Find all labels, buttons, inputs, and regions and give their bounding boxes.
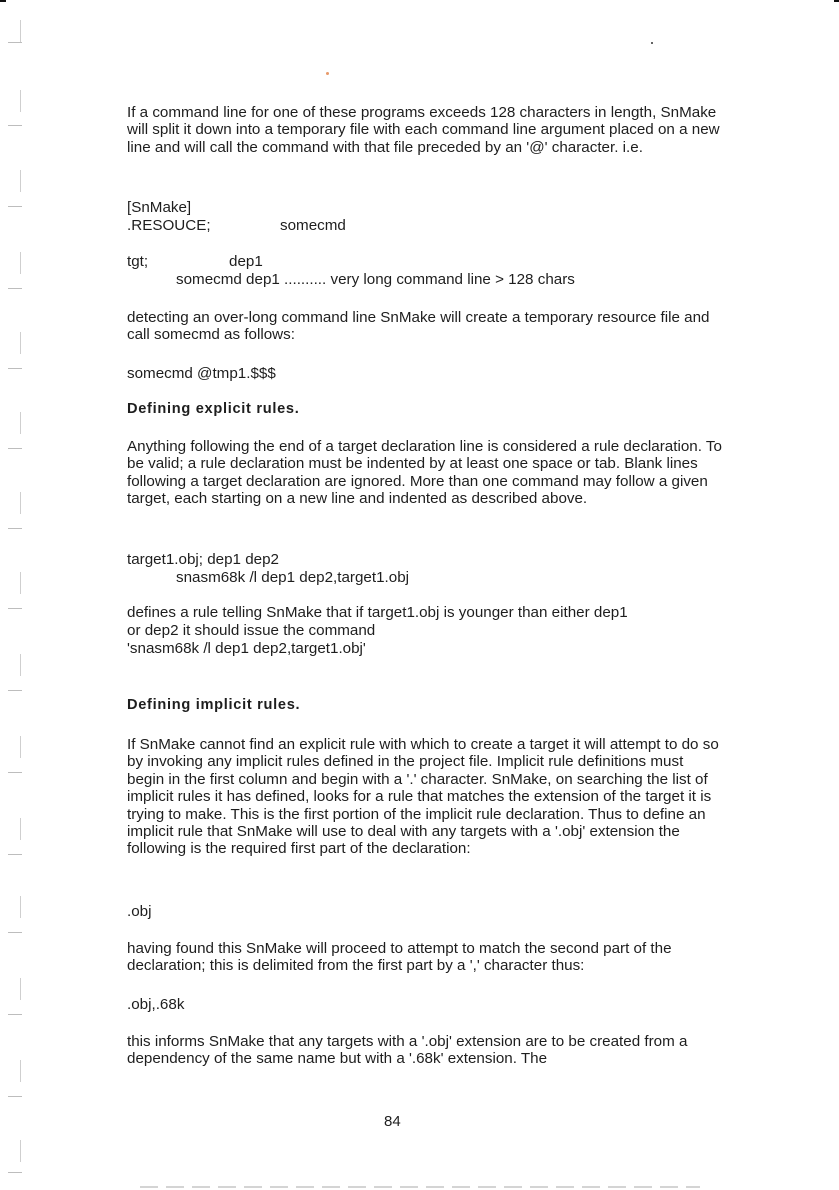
scan-speck <box>651 42 653 44</box>
paragraph-intro: If a command line for one of these programs exceeds 128 characters in length, SnMake will split it down into a temporary file with each command line argument placed on a new line and will call the command with that file preceded by an '@' character. i.e. <box>127 104 720 156</box>
binder-margin-marks <box>8 20 26 1180</box>
code-resouce-command: somecmd <box>280 217 346 234</box>
scan-speck <box>326 72 329 75</box>
scan-bottom-edge <box>140 1186 700 1188</box>
scan-corner-mark <box>834 0 839 2</box>
heading-implicit-rules: Defining implicit rules. <box>127 697 301 713</box>
paragraph-defines-line-3: 'snasm68k /l dep1 dep2,target1.obj' <box>127 640 366 657</box>
code-section-line: [SnMake] <box>127 199 192 216</box>
code-tgt-command: somecmd dep1 .......... very long command line > 128 chars <box>176 271 575 288</box>
paragraph-this-informs: this informs SnMake that any targets with a '.obj' extension are to be created from a dependency of the same name but with a '.68k' extension. The <box>127 1033 688 1068</box>
code-tmp-call: somecmd @tmp1.$$$ <box>127 365 276 382</box>
paragraph-detecting: detecting an over-long command line SnMake will create a temporary resource file and call somecmd as follows: <box>127 309 710 344</box>
code-tgt-line: tgt; <box>127 253 149 270</box>
paragraph-defines-line-2: or dep2 it should issue the command <box>127 622 376 639</box>
page-number: 84 <box>384 1113 401 1130</box>
code-obj-line: .obj <box>127 903 152 920</box>
code-resouce-line: .RESOUCE; <box>127 217 211 234</box>
code-target1-line: target1.obj; dep1 dep2 <box>127 551 280 568</box>
code-snasm-line: snasm68k /l dep1 dep2,target1.obj <box>176 569 410 586</box>
paragraph-having: having found this SnMake will proceed to attempt to match the second part of the declaration; this is delimited from the first part by a ',' character thus: <box>127 940 672 975</box>
code-tgt-dependency: dep1 <box>229 253 263 270</box>
paragraph-anything: Anything following the end of a target declaration line is considered a rule declaration. To be valid; a rule declaration must be indented by at least one space or tab. Blank lines following a target declaration are ignored. More than one command may follow a given target, each starting on a new line and indented as described above. <box>127 438 722 508</box>
paragraph-defines-line-1: defines a rule telling SnMake that if target1.obj is younger than either dep1 <box>127 604 628 621</box>
scan-corner-mark <box>0 0 6 2</box>
code-obj68k-line: .obj,.68k <box>127 996 185 1013</box>
heading-explicit-rules: Defining explicit rules. <box>127 401 300 417</box>
paragraph-if-snmake: If SnMake cannot find an explicit rule with which to create a target it will attempt to do so by invoking any implicit rules defined in the project file. Implicit rule definitions must begin in the first column and begin with a '.' character. SnMake, on searching the list of implicit rules it has defined, looks for a rule that matches the extension of the target it is trying to make. This is the first portion of the implicit rule declaration. Thus to define an implicit rule that SnMake will use to deal with any targets with a '.obj' extension the following is the required first part of the declaration: <box>127 736 719 858</box>
